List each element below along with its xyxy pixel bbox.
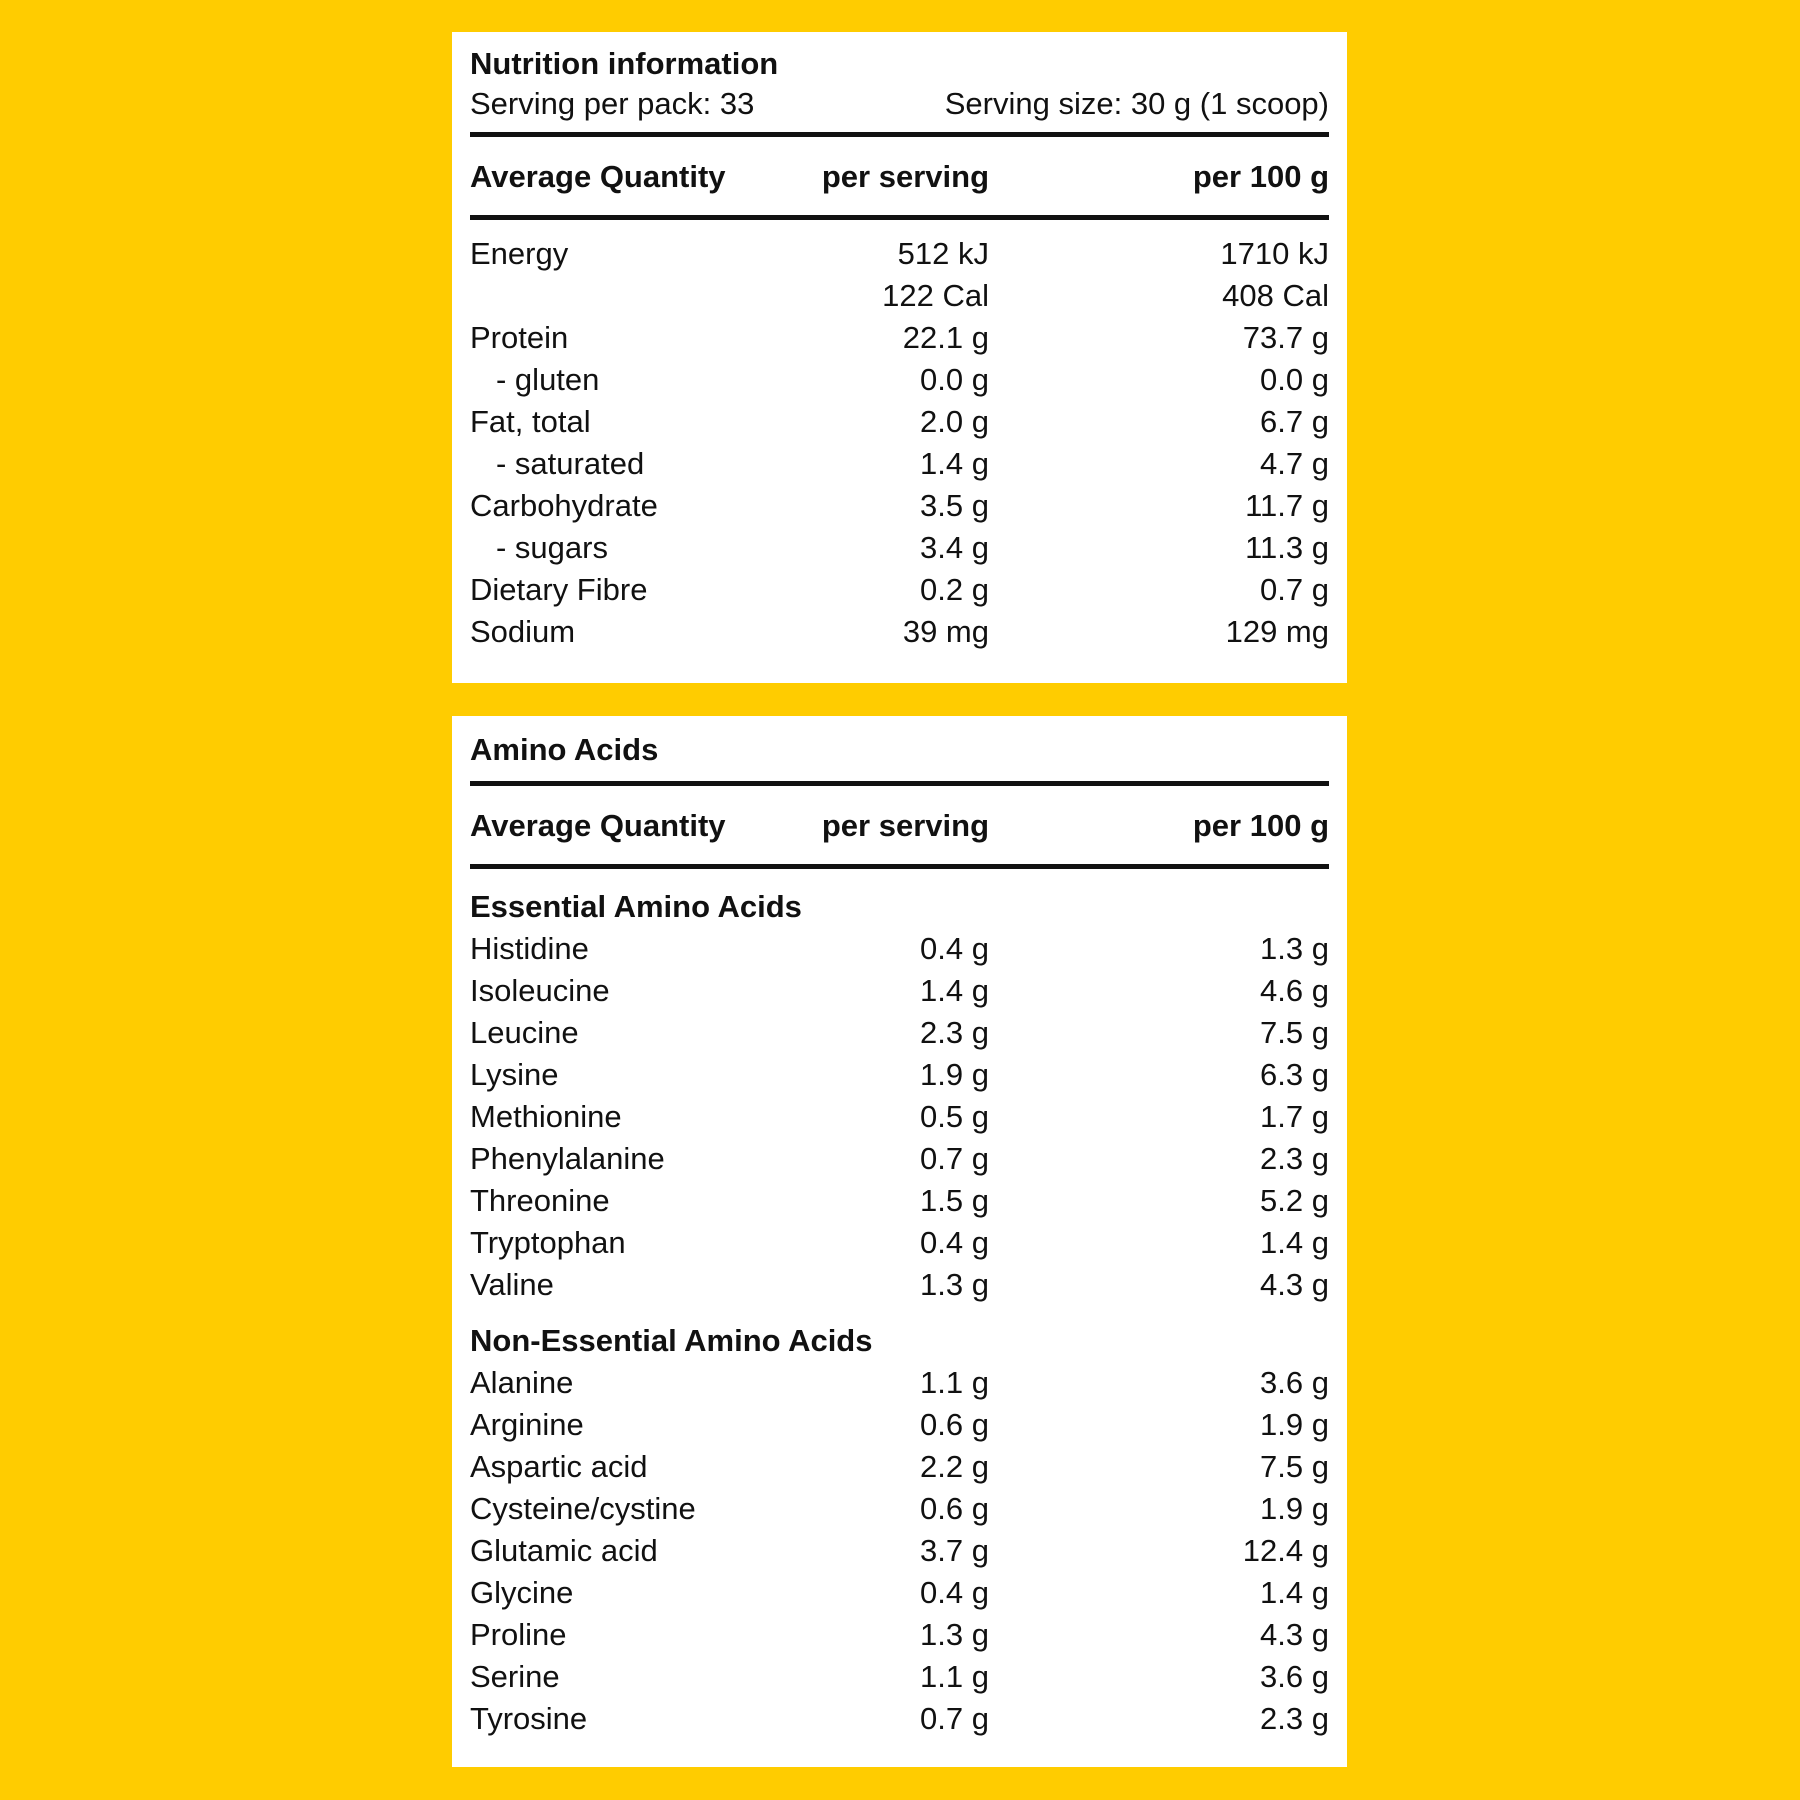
row-label: Methionine bbox=[470, 1099, 622, 1134]
per-serving-value: 122 Cal bbox=[882, 278, 989, 314]
nutrition-panel bbox=[452, 32, 1347, 683]
table-row bbox=[470, 1362, 1329, 1404]
table-row bbox=[470, 1012, 1329, 1054]
row-label: Glycine bbox=[470, 1575, 574, 1610]
per-100g-value: 4.7 g bbox=[1260, 446, 1329, 482]
per-100g-value: 1.7 g bbox=[1260, 1099, 1329, 1134]
per-serving-value: 3.5 g bbox=[920, 488, 989, 524]
per-serving-value: 1.5 g bbox=[920, 1183, 989, 1218]
table-row bbox=[470, 1572, 1329, 1614]
per-100g-value: 6.3 g bbox=[1260, 1057, 1329, 1092]
row-label bbox=[470, 275, 729, 317]
per-serving-value: 3.4 g bbox=[920, 530, 989, 566]
per-serving-value: 1.4 g bbox=[920, 446, 989, 482]
nutrition-title: Nutrition information bbox=[470, 46, 779, 81]
amino-acids-panel bbox=[452, 716, 1347, 1767]
per-100g-value: 3.6 g bbox=[1260, 1365, 1329, 1400]
per-100g-value: 6.7 g bbox=[1260, 404, 1329, 440]
table-row bbox=[470, 275, 1329, 317]
per-100g-value: 408 Cal bbox=[1222, 278, 1329, 314]
per-serving-value: 0.4 g bbox=[920, 1225, 989, 1260]
servings-per-pack: Serving per pack: 33 bbox=[470, 86, 755, 121]
serving-info bbox=[470, 85, 1329, 122]
row-label: Proline bbox=[470, 1617, 567, 1652]
nonessential-rows bbox=[470, 1362, 1329, 1740]
per-100g-value: 73.7 g bbox=[1242, 320, 1329, 356]
per-100g-value: 2.3 g bbox=[1260, 1701, 1329, 1736]
per-serving-value: 1.3 g bbox=[920, 1617, 989, 1652]
row-label: - saturated bbox=[496, 446, 645, 482]
table-row bbox=[470, 1614, 1329, 1656]
per-100g-value: 1.3 g bbox=[1260, 931, 1329, 966]
header-per-serving: per serving bbox=[821, 158, 989, 194]
row-label: Tyrosine bbox=[470, 1701, 588, 1736]
per-serving-value: 3.7 g bbox=[920, 1533, 989, 1568]
per-serving-value: 512 kJ bbox=[897, 236, 989, 272]
row-label: Glutamic acid bbox=[470, 1533, 658, 1568]
nutrition-rows bbox=[470, 233, 1329, 653]
table-row bbox=[470, 1530, 1329, 1572]
table-row bbox=[470, 527, 1329, 569]
table-row bbox=[470, 1096, 1329, 1138]
per-100g-value: 3.6 g bbox=[1260, 1659, 1329, 1694]
row-label: Carbohydrate bbox=[470, 488, 658, 524]
row-label: Valine bbox=[470, 1267, 554, 1302]
table-row bbox=[470, 1404, 1329, 1446]
per-serving-value: 0.4 g bbox=[920, 931, 989, 966]
per-serving-value: 39 mg bbox=[902, 614, 989, 650]
table-row bbox=[470, 1054, 1329, 1096]
per-100g-value: 4.3 g bbox=[1260, 1267, 1329, 1302]
header-per-serving: per serving bbox=[821, 807, 989, 843]
amino-title: Amino Acids bbox=[470, 732, 659, 767]
per-100g-value: 12.4 g bbox=[1242, 1533, 1329, 1568]
table-row bbox=[470, 317, 1329, 359]
row-label: Protein bbox=[470, 320, 569, 356]
per-serving-value: 22.1 g bbox=[902, 320, 989, 356]
row-label: Aspartic acid bbox=[470, 1449, 648, 1484]
table-row bbox=[470, 485, 1329, 527]
table-row bbox=[470, 1446, 1329, 1488]
per-100g-value: 1.4 g bbox=[1260, 1225, 1329, 1260]
per-100g-value: 129 mg bbox=[1225, 614, 1329, 650]
row-label: Histidine bbox=[470, 931, 589, 966]
table-row bbox=[470, 1222, 1329, 1264]
row-label: Arginine bbox=[470, 1407, 584, 1442]
per-serving-value: 0.0 g bbox=[920, 362, 989, 398]
table-row bbox=[470, 443, 1329, 485]
per-100g-value: 7.5 g bbox=[1260, 1449, 1329, 1484]
per-serving-value: 1.9 g bbox=[920, 1057, 989, 1092]
table-row bbox=[470, 1138, 1329, 1180]
row-label: Threonine bbox=[470, 1183, 610, 1218]
header-per-100g: per 100 g bbox=[1192, 158, 1329, 194]
divider bbox=[470, 864, 1329, 869]
table-row bbox=[470, 401, 1329, 443]
per-serving-value: 2.2 g bbox=[920, 1449, 989, 1484]
per-serving-value: 0.2 g bbox=[920, 572, 989, 608]
header-per-100g: per 100 g bbox=[1192, 807, 1329, 843]
nutrition-header-row bbox=[470, 137, 1329, 215]
row-label: Dietary Fibre bbox=[470, 572, 648, 608]
table-row bbox=[470, 359, 1329, 401]
table-row bbox=[470, 1698, 1329, 1740]
table-row bbox=[470, 233, 1329, 275]
per-100g-value: 2.3 g bbox=[1260, 1141, 1329, 1176]
row-label: Tryptophan bbox=[470, 1225, 626, 1260]
essential-section-title: Essential Amino Acids bbox=[470, 889, 802, 924]
per-serving-value: 0.7 g bbox=[920, 1701, 989, 1736]
per-100g-value: 1.9 g bbox=[1260, 1491, 1329, 1526]
row-label: Fat, total bbox=[470, 404, 591, 440]
per-100g-value: 1710 kJ bbox=[1220, 236, 1329, 272]
per-serving-value: 0.6 g bbox=[920, 1407, 989, 1442]
per-100g-value: 4.3 g bbox=[1260, 1617, 1329, 1652]
nonessential-section-title: Non-Essential Amino Acids bbox=[470, 1323, 873, 1358]
per-serving-value: 2.0 g bbox=[920, 404, 989, 440]
table-row bbox=[470, 928, 1329, 970]
table-row bbox=[470, 1180, 1329, 1222]
per-serving-value: 1.4 g bbox=[920, 973, 989, 1008]
table-row bbox=[470, 611, 1329, 653]
row-label: Lysine bbox=[470, 1057, 559, 1092]
table-row bbox=[470, 1656, 1329, 1698]
serving-size: Serving size: 30 g (1 scoop) bbox=[944, 86, 1329, 121]
divider bbox=[470, 215, 1329, 220]
essential-rows bbox=[470, 928, 1329, 1306]
per-serving-value: 0.5 g bbox=[920, 1099, 989, 1134]
table-row bbox=[470, 1264, 1329, 1306]
row-label: Sodium bbox=[470, 614, 576, 650]
per-100g-value: 0.0 g bbox=[1260, 362, 1329, 398]
table-row bbox=[470, 569, 1329, 611]
per-100g-value: 11.7 g bbox=[1245, 488, 1329, 524]
per-100g-value: 7.5 g bbox=[1260, 1015, 1329, 1050]
header-average-quantity: Average Quantity bbox=[470, 158, 726, 194]
per-100g-value: 11.3 g bbox=[1245, 530, 1329, 566]
per-100g-value: 1.4 g bbox=[1260, 1575, 1329, 1610]
row-label: - gluten bbox=[496, 362, 600, 398]
row-label: Isoleucine bbox=[470, 973, 610, 1008]
per-serving-value: 0.7 g bbox=[920, 1141, 989, 1176]
per-serving-value: 0.6 g bbox=[920, 1491, 989, 1526]
row-label: - sugars bbox=[496, 530, 608, 566]
row-label: Phenylalanine bbox=[470, 1141, 665, 1176]
per-100g-value: 4.6 g bbox=[1260, 973, 1329, 1008]
per-100g-value: 1.9 g bbox=[1260, 1407, 1329, 1442]
per-100g-value: 5.2 g bbox=[1260, 1183, 1329, 1218]
per-serving-value: 2.3 g bbox=[920, 1015, 989, 1050]
row-label: Alanine bbox=[470, 1365, 574, 1400]
per-serving-value: 1.1 g bbox=[920, 1659, 989, 1694]
per-serving-value: 1.1 g bbox=[920, 1365, 989, 1400]
amino-header-row bbox=[470, 786, 1329, 864]
row-label: Leucine bbox=[470, 1015, 579, 1050]
row-label: Energy bbox=[470, 236, 569, 272]
header-average-quantity: Average Quantity bbox=[470, 807, 726, 843]
row-label: Cysteine/cystine bbox=[470, 1491, 696, 1526]
row-label: Serine bbox=[470, 1659, 560, 1694]
table-row bbox=[470, 1488, 1329, 1530]
per-serving-value: 1.3 g bbox=[920, 1267, 989, 1302]
per-100g-value: 0.7 g bbox=[1260, 572, 1329, 608]
per-serving-value: 0.4 g bbox=[920, 1575, 989, 1610]
table-row bbox=[470, 970, 1329, 1012]
